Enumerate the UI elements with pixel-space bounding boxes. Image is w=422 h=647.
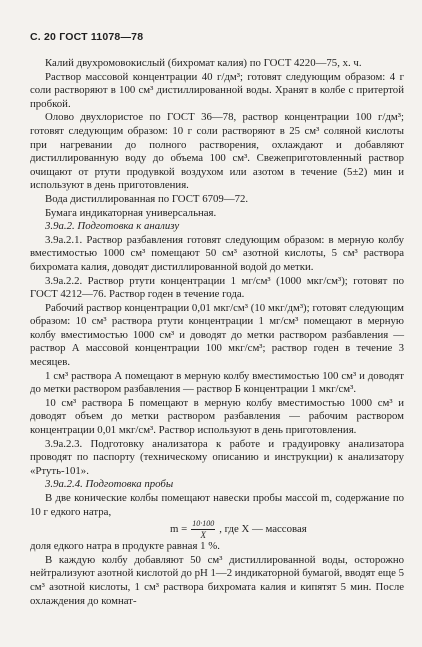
paragraph-sodium-hydroxide-share: доля едкого натра в продукте равная 1 %. [30, 540, 220, 553]
paragraph-distilled-water: Вода дистиллированная по ГОСТ 6709—72. [45, 192, 249, 205]
paragraph-dilution-solution: 3.9а.2.1. Раствор разбавления готовят следующим образом: в мерную колбу вместимостью 1000 см³ помещают 50 см³ азотной кислоты, 5 см³ раствора бихромата калия, доводят дистиллированной водой до метки. [30, 233, 404, 273]
paragraph-dichromate-solution: Раствор массовой концентрации 40 г/дм³; готовят следующим образом: 4 г соли растворяют в 100 см³ дистиллированной воды. Хранят в колбе с притертой пробкой. [30, 70, 404, 110]
mass-formula [30, 519, 404, 540]
formula-fraction [191, 519, 215, 540]
paragraph-mercury-solution: 3.9а.2.2. Раствор ртути концентрации 1 мг/см³ (1000 мкг/см³); готовят по ГОСТ 4212—76. Раствор годен в течение года. [30, 274, 404, 301]
paragraph-working-dilution: 10 см³ раствора Б помещают в мерную колбу вместимостью 1000 см³ и доводят объем до метки раствором разбавления — рабочим раствором концентрации 0,01 мкг/см³. Раствор используют в день приготовления. [30, 396, 404, 437]
paragraph-tin-chloride: Олово двухлористое по ГОСТ 36—78, раствор концентрации 100 г/дм³; готовят следующим образом: 10 г соли растворяют в 25 см³ соляной кислоты при нагревании до полного растворения, охлаждают и добавляют дистиллированную воду до объема 100 см³. Свежеприготовленный раствор очищают от ртути продувкой воздухом или азотом в течение (5±2) мин и используют в день приготовления. [30, 111, 404, 192]
formula-numerator: 10·100 [192, 519, 215, 529]
paragraph-working-solution: Рабочий раствор концентрации 0,01 мкг/см³ (10 мкг/дм³); готовят следующим образом: 10 см³ раствора ртути концентрации 1 мг/см³ помещают в мерную колбу вместимостью 1000 см³ и доводят до метки раствором разбавления — раствор А массовой концентрации 100 мкг/см³; раствор годен в течение 3 месяцев. [30, 301, 404, 369]
paragraph-reagent-dichromate: Калий двухромовокислый (бихромат калия) по ГОСТ 4220—75, х. ч. [45, 57, 362, 69]
section-heading-preparation: 3.9а.2. Подготовка к анализу [45, 220, 180, 233]
page-header: С. 20 ГОСТ 11078—78 [30, 31, 144, 43]
paragraph-indicator-paper: Бумага индикаторная универсальная. [45, 206, 217, 219]
paragraph-sample-mass: В две конические колбы помещают навески пробы массой m, содержание по 10 г едкого натра, [30, 492, 404, 518]
section-heading-sample-preparation: 3.9а.2.4. Подготовка пробы [45, 478, 174, 491]
paragraph-analyzer-preparation: 3.9а.2.3. Подготовку анализатора к работе и градуировку анализатора проводят по паспорту (техническому описанию и инструкции) к анализатору «Ртуть-101». [30, 437, 404, 477]
formula-lhs: m = [170, 522, 188, 535]
formula-denominator: X [200, 530, 206, 541]
formula-tail: , где X — массовая [219, 522, 307, 535]
paragraph-solution-b: 1 см³ раствора А помещают в мерную колбу вместимостью 100 см³ и доводят до метки раствором разбавления — раствор Б концентрации 1 мкг/см³. [30, 369, 404, 396]
paragraph-neutralization: В каждую колбу добавляют 50 см³ дистиллированной воды, осторожно нейтрализуют азотной кислотой до рН 1—2 индикаторной бумагой, вводят еще 5 см³ азотной кислоты, 1 см³ раствора бихромата калия и кипятят 5 мин. После охлаждения до комнат- [30, 553, 404, 607]
